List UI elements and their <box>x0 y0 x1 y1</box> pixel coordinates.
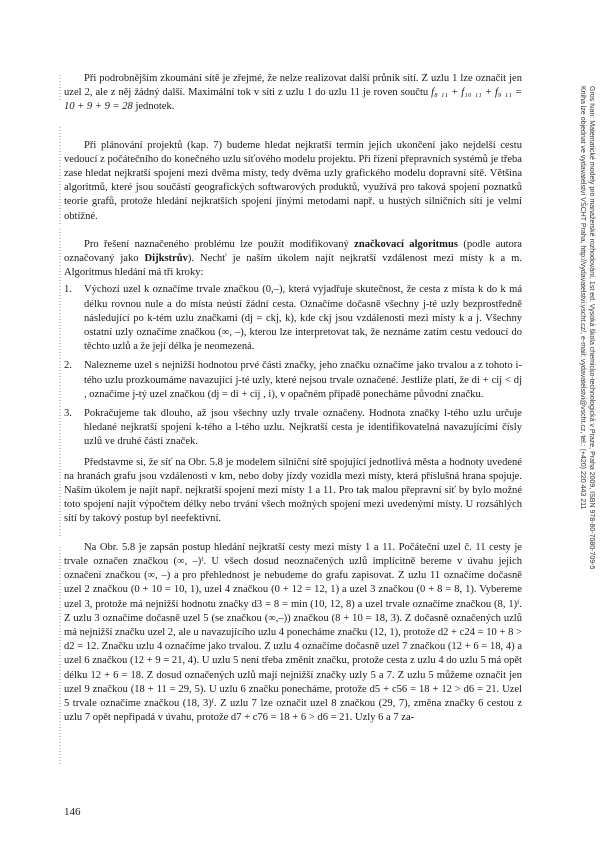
side-note <box>578 86 596 569</box>
text-span: ). Nechť je naším úkolem najít nejkratší vzdálenost mezi místy k a m. Algoritmus hledání má tři kroky: <box>64 253 522 279</box>
body-text <box>64 72 522 725</box>
list-text: Pokračujeme tak dlouho, až jsou všechny uzly trvale označeny. Hodnota značky l-tého uzlu určuje hledané nejkratší spojení k-tého a l-tého uzlu. Nejkratší cesta je identifikovatelná navazujícími čísly uzlů ve druhé části značek. <box>84 408 522 448</box>
text-span: Při podrobnějším zkoumání sítě je zřejmé, že nelze realizovat další průnik sítí. Z uzlu 1 lze označit jen uzel 2, ale z něj žádný další. Maximální tok v síti z uzlu 1 do uzlu 11 je roven součtu <box>64 73 522 99</box>
algorithm-steps <box>64 283 522 449</box>
side-note-line: Gros Ivan: Matematické modely pro manažerské rozhodování, 1st ed. Vysoká škola chemicko-technologická v Praze, Praha 2009, ISBN 978-80-7080-709-5 <box>588 86 595 570</box>
margin-bar <box>58 546 62 764</box>
name-bold: Dijkstrův <box>144 253 188 265</box>
paragraph-max-flow <box>64 72 522 115</box>
margin-bar <box>58 126 62 226</box>
margin-bar <box>58 74 62 102</box>
paragraph-example: Představme si, že síť na Obr. 5.8 je modelem silniční sítě spojující jednotlivá města a hodnoty uvedené na hranách grafu jsou vzdálenosti v km, nebo doby jízdy vozidla mezi místy, která příslušná hrana spojuje. Naším úkolem je najít např. nejkratší spojení mezi místy 1 a 11. Pro tak malou přepravní síť by bylo možné toto spojení najít výpočtem délky nebo trvání všech možných spojení mezi uvedenými místy. U rozsáhlých sítí by takový postup byl neefektivní. <box>64 456 522 525</box>
list-text: Výchozí uzel k označíme trvale značkou (0,–), která vyjadřuje skutečnost, že cesta z místa k do k má délku rovnou nule a do místa neústí žádní cesta. Označíme dočasně všechny j-té uzly bezprostředně následující po k-tém uzlu značkami (dj = ckj, k), kde ckj jsou vzdálenosti mezi místy k a j. Všechny ostatní uzly označíme značkou (∞, –), kterou lze interpretovat tak, že neznáme zatím cestu vedoucí do těchto uzlů a že její délka je neomezená. <box>84 284 522 353</box>
page-number: 146 <box>64 806 81 818</box>
text-span: Pro řešení naznačeného problému lze použít modifikovaný <box>84 238 355 250</box>
list-item <box>64 407 522 450</box>
paragraph-algorithm-intro <box>64 238 522 281</box>
paragraph-procedure: Na Obr. 5.8 je zapsán postup hledání nejkratší cesty mezi místy 1 a 11. Počáteční uzel č. 11 cesty je trvale označen značkou (∞, –)ᶠ. U všech dosud neoznačených uzlů implicitně bereme v úvahu jejich označení značkou (∞, –) a pro přehlednost je nebudeme do grafu zapisovat. Z uzlu 11 označíme dočasně uzel 2 značkou (0 + 10 = 10, 1), uzel 4 značkou (0 + 12 = 12, 1) a uzel 3 značkou (0 + 8 = 8, 1). Vybereme uzel 3, protože má nejnižší hodnotu značky d3 = 8 = min (10, 12, 8) a uzel trvale označíme značkou (8, 1)ᶠ. Z uzlu 3 označíme dočasně uzel 5 (se značkou (∞,–)) značkou (8 + 10 = 18, 3). Z dočasně označených uzlů má nejnižší značku uzel 2, ale u navazujícího uzlu 4 ponecháme značku (12, 1), protože d2 + c24 = 10 + 8 > d2 = 12. Značku uzlu 4 označíme jako trvalou. Z uzlu 4 označíme dočasně uzel 7 značkou (12 + 6 = 18, 4) a uzel 6 značkou (12 + 9 = 21, 4). U uzlu 5 není třeba změnit značku, protože cesta z uzlu 4 do uzlu 5 má opět délku 12 + 6 = 18. Z dosud označených uzlů mají nejnižší značky uzly 5 a 7. Z uzlu 5 můžeme označit jen uzel 9 značkou (18 + 11 = 29, 5). U uzlu 6 značku ponecháme, protože d5 + c56 = 18 + 12 > d6 = 21. Uzel 5 trvale označíme značkou (18, 3)ᶠ. Z uzlu 7 lze označit uzel 8 značkou (29, 7), změna značky 6 cestou z uzlu 7 opět nepřipadá v úvahu, protože d7 + c76 = 18 + 6 > d6 = 21. Uzly 6 a 7 za- <box>64 541 522 724</box>
margin-bar <box>58 228 62 536</box>
list-text: Nalezneme uzel s nejnižší hodnotou prvé části značky, jeho značku označíme jako trvalou a z tohoto i-tého uzlu prozkoumáme navazující j-té uzly, které nejsou trvale označené. Jestliže platí, že di + cij < dj , označíme j-tý uzel značkou (dj = di + cij , i), v opačném případě ponecháme původní značku. <box>84 360 522 400</box>
list-item <box>64 283 522 354</box>
list-item <box>64 359 522 402</box>
list-number: 3. <box>64 408 72 420</box>
side-note-line: Kniha lze objednat ve vydavatelství VŠCHT Praha, http://vydavatelstvi.vscht.cz/, e-mail: vydavatelstvi@vscht.cz, tel.: (+420) 220 443 211 <box>579 86 586 510</box>
formula: f₈ ₁₁ + f₁₀ ₁₁ + f₉ ₁₁ = 10 + 9 + 9 = 28 <box>64 87 522 113</box>
paragraph-planning: Při plánování projektů (kap. 7) budeme hledat nejkratší termín jejich ukončení jako nejdelší cestu vedoucí z počátečního do konečného uzlu síťového modelu projektu. Při řízení přepravních systémů je třeba zase hledat nejkratší spojení mezi dvěma místy, tedy dvěma uzly grafického modelu dopravní sítě. Většina algoritmů, které jsou součástí geografických softwarových produktů, využívá pro taková spojení poznatků teorie grafů, protože hledání nejkratších spojení jinými metodami např. u hustých silničních sítí je velmi obtížné. <box>64 139 522 222</box>
list-number: 1. <box>64 284 72 296</box>
text-span: jednotek. <box>132 101 175 113</box>
text-span: (podle autora označovaný jako <box>64 238 522 265</box>
term-bold: značkovací algoritmus <box>354 238 458 250</box>
list-number: 2. <box>64 360 72 372</box>
